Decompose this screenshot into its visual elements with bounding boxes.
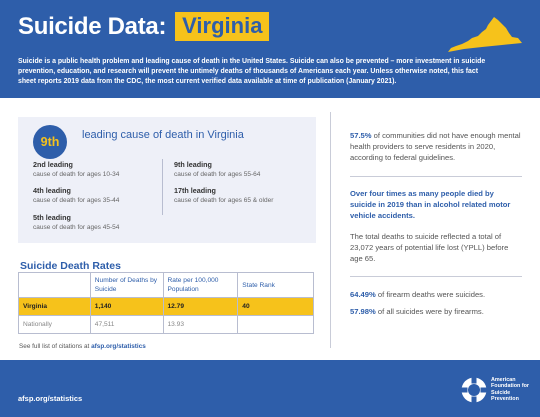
rank-item-label: 2nd leading: [33, 160, 73, 169]
citation-note: [19, 343, 146, 350]
column-divider: [330, 112, 331, 348]
table-header-cell: Rate per 100,000 Population: [163, 273, 238, 298]
rank-badge: 9th: [33, 125, 67, 159]
stat-divider: [350, 276, 522, 277]
rank-item-label: 17th leading: [174, 186, 216, 195]
rank-title: leading cause of death in Virginia: [82, 129, 244, 141]
leading-cause-card: [18, 117, 316, 243]
citation-link[interactable]: afsp.org/statistics: [91, 343, 146, 350]
table-cell: [238, 316, 314, 334]
stat-text: of all suicides were by firearms.: [375, 307, 484, 316]
table-header-cell: State Rank: [238, 273, 314, 298]
virginia-map-icon: [446, 16, 524, 56]
rank-item-sub: cause of death for ages 45-54: [33, 224, 120, 231]
rank-item-sub: cause of death for ages 65 & older: [174, 197, 274, 204]
state-name-badge: Virginia: [175, 12, 269, 41]
table-cell: Nationally: [19, 316, 91, 334]
stat-divider: [350, 176, 522, 177]
table-header-cell: [19, 273, 91, 298]
lifebuoy-icon: [460, 376, 488, 404]
rank-item-sub: cause of death for ages 35-44: [33, 197, 120, 204]
table-cell: 47,511: [90, 316, 163, 334]
footer-link[interactable]: afsp.org/statistics: [18, 394, 83, 403]
rank-item-ages-35-44: [33, 186, 173, 206]
org-name: American Foundation for Suicide Prevention: [491, 377, 530, 402]
stat-number: 64.49%: [350, 290, 376, 299]
table-cell: Virginia: [19, 298, 91, 316]
table-row: [19, 298, 314, 316]
rank-item-ages-65-older: [174, 186, 314, 206]
rank-item-ages-45-54: [33, 213, 173, 233]
rank-item-sub: cause of death for ages 10-34: [33, 171, 120, 178]
rank-item-label: 5th leading: [33, 213, 71, 222]
citation-text: See full list of citations at: [19, 343, 92, 350]
table-header-cell: Number of Deaths by Suicide: [90, 273, 163, 298]
death-rates-table: [18, 272, 314, 334]
table-cell: 40: [238, 298, 314, 316]
table-cell: 12.79: [163, 298, 238, 316]
stat-mental-health-providers: [350, 130, 522, 164]
stat-firearm-deaths: [350, 289, 522, 300]
stat-number: 57.5%: [350, 131, 372, 140]
table-cell: 1,140: [90, 298, 163, 316]
intro-paragraph: Suicide is a public health problem and leading cause of death in the United States. Suicide can also be prevented – more investment in suicide prevention, education, and research will prevent the untimely deaths of thousands of Americans each year. Unless otherwise noted, this fact sheet reports 2019 data from the CDC, the most current verified data available at time of publication (January 2021).: [18, 58, 486, 86]
footer-bar: [0, 360, 540, 417]
rank-item-sub: cause of death for ages 55-64: [174, 171, 261, 178]
death-rates-title: Suicide Death Rates: [20, 260, 121, 272]
rank-divider: [162, 159, 163, 215]
rank-item-ages-10-34: [33, 160, 173, 180]
stat-ypll: The total deaths to suicide reflected a total of 23,072 years of potential life lost (YPLL) before age 65.: [350, 232, 509, 264]
rank-item-label: 9th leading: [174, 160, 212, 169]
header-banner: [0, 0, 540, 98]
stat-text: of firearm deaths were suicides.: [375, 290, 486, 299]
table-row: [19, 316, 314, 334]
stat-text: of communities did not have enough mental health providers to serve residents in 2020, according to federal guidelines.: [350, 131, 521, 163]
stat-number: 57.98%: [350, 307, 376, 316]
rank-item-label: 4th leading: [33, 186, 71, 195]
page-title: [18, 12, 269, 41]
table-header-row: [19, 273, 314, 298]
rank-item-ages-55-64: [174, 160, 314, 180]
stat-suicides-by-firearm: [350, 306, 522, 317]
title-text: Suicide Data:: [18, 12, 167, 40]
stat-alcohol-comparison: Over four times as many people died by suicide in 2019 than in alcohol related motor vehicle accidents.: [350, 189, 511, 221]
table-cell: 13.93: [163, 316, 238, 334]
